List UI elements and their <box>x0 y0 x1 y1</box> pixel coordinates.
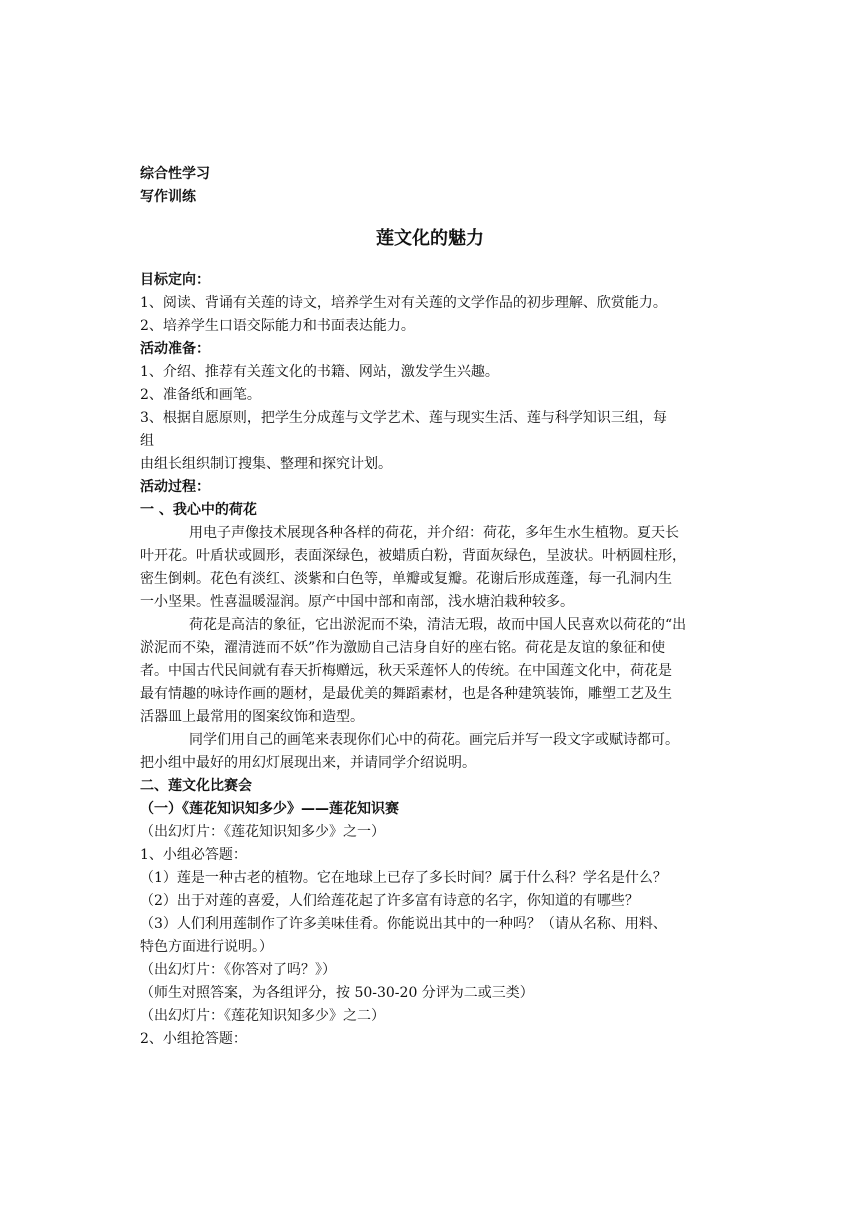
goals-heading: 目标定向： <box>140 272 210 288</box>
paragraph-line: 密生倒刺。花色有淡红、淡紫和白色等，单瓣或复瓣。花谢后形成莲蓬，每一孔洞内生 <box>140 571 672 587</box>
paragraph-line: 一小坚果。性喜温暖湿润。原产中国中部和南部，浅水塘泊栽种较多。 <box>140 594 574 610</box>
activity-line: （出幻灯片：《你答对了吗？》） <box>140 962 336 978</box>
process-heading: 活动过程： <box>140 479 210 495</box>
prep-item: 组 <box>140 433 154 449</box>
paragraph-line: 荷花是高洁的象征，它出淤泥而不染，清洁无瑕，故而中国人民喜欢以荷花的“出 <box>189 617 687 633</box>
prep-heading: 活动准备： <box>140 341 210 357</box>
activity-line: 特色方面进行说明。） <box>140 939 273 955</box>
activity-line: （出幻灯片：《莲花知识知多少》之二） <box>140 1008 385 1024</box>
section-1-heading: 一 、我心中的荷花 <box>140 502 257 518</box>
activity-line: 1、小组必答题： <box>140 847 247 863</box>
document-title: 莲文化的魅力 <box>376 228 484 249</box>
activity-line: （师生对照答案，为各组评分，按 50-30-20 分评为二或三类） <box>140 985 534 1001</box>
paragraph-line: 淤泥而不染，濯清涟而不妖”作为激励自己洁身自好的座右铭。荷花是友谊的象征和使 <box>140 640 666 656</box>
paragraph-line: 用电子声像技术展现各种各样的荷花，并介绍：荷花，多年生水生植物。夏天长 <box>189 525 679 541</box>
subsection-1-heading: （一）《莲花知识知多少》——莲花知识赛 <box>140 801 399 817</box>
paragraph-line: 同学们用自己的画笔来表现你们心中的荷花。画完后并写一段文字或赋诗都可。 <box>189 732 679 748</box>
activity-line: （1）莲是一种古老的植物。它在地球上已存了多长时间？属于什么科？学名是什么？ <box>140 870 667 886</box>
activity-line: （2）出于对莲的喜爱，人们给莲花起了许多富有诗意的名字，你知道的有哪些？ <box>140 893 639 909</box>
paragraph-line: 把小组中最好的用幻灯展现出来，并请同学介绍说明。 <box>140 755 476 771</box>
prep-item: 3、根据自愿原则，把学生分成莲与文学艺术、莲与现实生活、莲与科学知识三组，每 <box>140 410 667 426</box>
activity-line: （3）人们利用莲制作了许多美味佳肴。你能说出其中的一种吗？（请从名称、用料、 <box>140 916 667 932</box>
header-line-1: 综合性学习 <box>140 166 210 182</box>
paragraph-line: 最有情趣的咏诗作画的题材，是最优美的舞蹈素材，也是各种建筑装饰，雕塑工艺及生 <box>140 686 672 702</box>
activity-line: 2、小组抢答题： <box>140 1031 247 1047</box>
document-page <box>140 163 720 1051</box>
section-2-heading: 二、莲文化比赛会 <box>140 778 252 794</box>
paragraph-line: 叶开花。叶盾状或圆形，表面深绿色，被蜡质白粉，背面灰绿色，呈波状。叶柄圆柱形， <box>140 548 686 564</box>
goal-item: 2、培养学生口语交际能力和书面表达能力。 <box>140 318 415 334</box>
header-line-2: 写作训练 <box>140 189 196 205</box>
activity-line: （出幻灯片：《莲花知识知多少》之一） <box>140 824 385 840</box>
paragraph-line: 活器皿上最常用的图案纹饰和造型。 <box>140 709 364 725</box>
prep-item: 2、准备纸和画笔。 <box>140 387 261 403</box>
paragraph-line: 者。中国古代民间就有春天折梅赠远，秋天采莲怀人的传统。在中国莲文化中，荷花是 <box>140 663 672 679</box>
prep-item: 1、介绍、推荐有关莲文化的书籍、网站，激发学生兴趣。 <box>140 364 499 380</box>
goal-item: 1、阅读、背诵有关莲的诗文，培养学生对有关莲的文学作品的初步理解、欣赏能力。 <box>140 295 667 311</box>
prep-item: 由组长组织制订搜集、整理和探究计划。 <box>140 456 392 472</box>
